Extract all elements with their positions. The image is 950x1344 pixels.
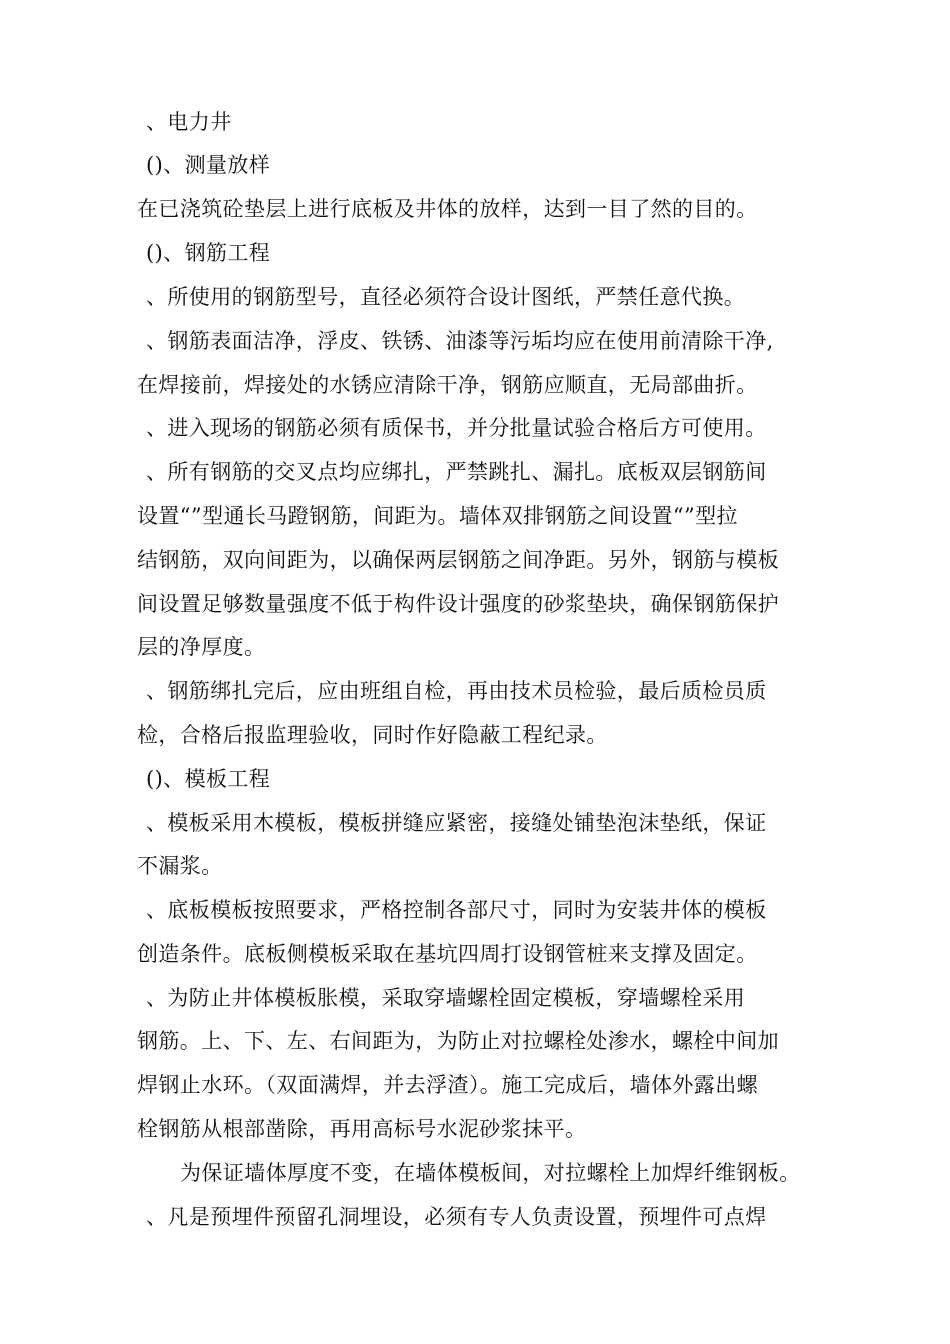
paragraph-line: 、为防止井体模板胀模，采取穿墙螺栓固定模板，穿墙螺栓采用 — [146, 986, 746, 1010]
paragraph-line: 焊钢止水环。（双面满焊，并去浮渣）。施工完成后，墙体外露出螺 — [137, 1073, 758, 1097]
paragraph-line: 、底板模板按照要求，严格控制各部尺寸，同时为安装井体的模板 — [146, 898, 767, 922]
paragraph-line: 结钢筋，双向间距为，以确保两层钢筋之间净距。另外，钢筋与模板 — [137, 548, 779, 572]
heading-survey-layout: ()、测量放样 — [146, 153, 271, 177]
paragraph-line: 栓钢筋从根部凿除，再用高标号水泥砂浆抹平。 — [137, 1117, 587, 1141]
paragraph-line: 在焊接前，焊接处的水锈应清除干净，钢筋应顺直，无局部曲折。 — [137, 373, 758, 397]
heading-rebar-works: ()、钢筋工程 — [146, 241, 271, 265]
heading-formwork: ()、模板工程 — [146, 767, 271, 791]
paragraph-line: 、所有钢筋的交叉点均应绑扎，严禁跳扎、漏扎。底板双层钢筋间 — [146, 460, 767, 484]
heading-power-well: 、电力井 — [146, 110, 232, 134]
paragraph-line: 、凡是预埋件预留孔洞埋设，必须有专人负责设置，预埋件可点焊 — [146, 1205, 767, 1229]
paragraph-line: 创造条件。底板侧模板采取在基坑四周打设钢管桩来支撑及固定。 — [137, 942, 758, 966]
paragraph-line: 、钢筋表面洁净，浮皮、铁锈、油漆等污垢均应在使用前清除干净, — [146, 329, 774, 353]
paragraph-line: 不漏浆。 — [137, 854, 223, 878]
paragraph-line: 、模板采用木模板，模板拼缝应紧密，接缝处铺垫泡沫垫纸，保证 — [146, 811, 767, 835]
paragraph-line: 、钢筋绑扎完后，应由班组自检，再由技术员检验，最后质检员质 — [146, 679, 767, 703]
paragraph-line: 、进入现场的钢筋必须有质保书，并分批量试验合格后方可使用。 — [146, 416, 767, 440]
paragraph-line: 层的净厚度。 — [137, 635, 266, 659]
paragraph-line: 为保证墙体厚度不变，在墙体模板间，对拉螺栓上加焊纤维钢板。 — [180, 1161, 801, 1185]
paragraph-line: 检，合格后报监理验收，同时作好隐蔽工程纪录。 — [137, 723, 608, 747]
paragraph-line: 间设置足够数量强度不低于构件设计强度的砂浆垫块，确保钢筋保护 — [137, 592, 779, 616]
paragraph-line: 设置“”型通长马蹬钢筋，间距为。墙体双排钢筋之间设置“”型拉 — [137, 504, 738, 528]
paragraph-line: 在已浇筑砼垫层上进行底板及井体的放样，达到一目了然的目的。 — [137, 197, 758, 221]
paragraph-line: 、所使用的钢筋型号，直径必须符合设计图纸，严禁任意代换。 — [146, 285, 746, 309]
paragraph-line: 钢筋。上、下、左、右间距为，为防止对拉螺栓处渗水，螺栓中间加 — [137, 1029, 779, 1053]
